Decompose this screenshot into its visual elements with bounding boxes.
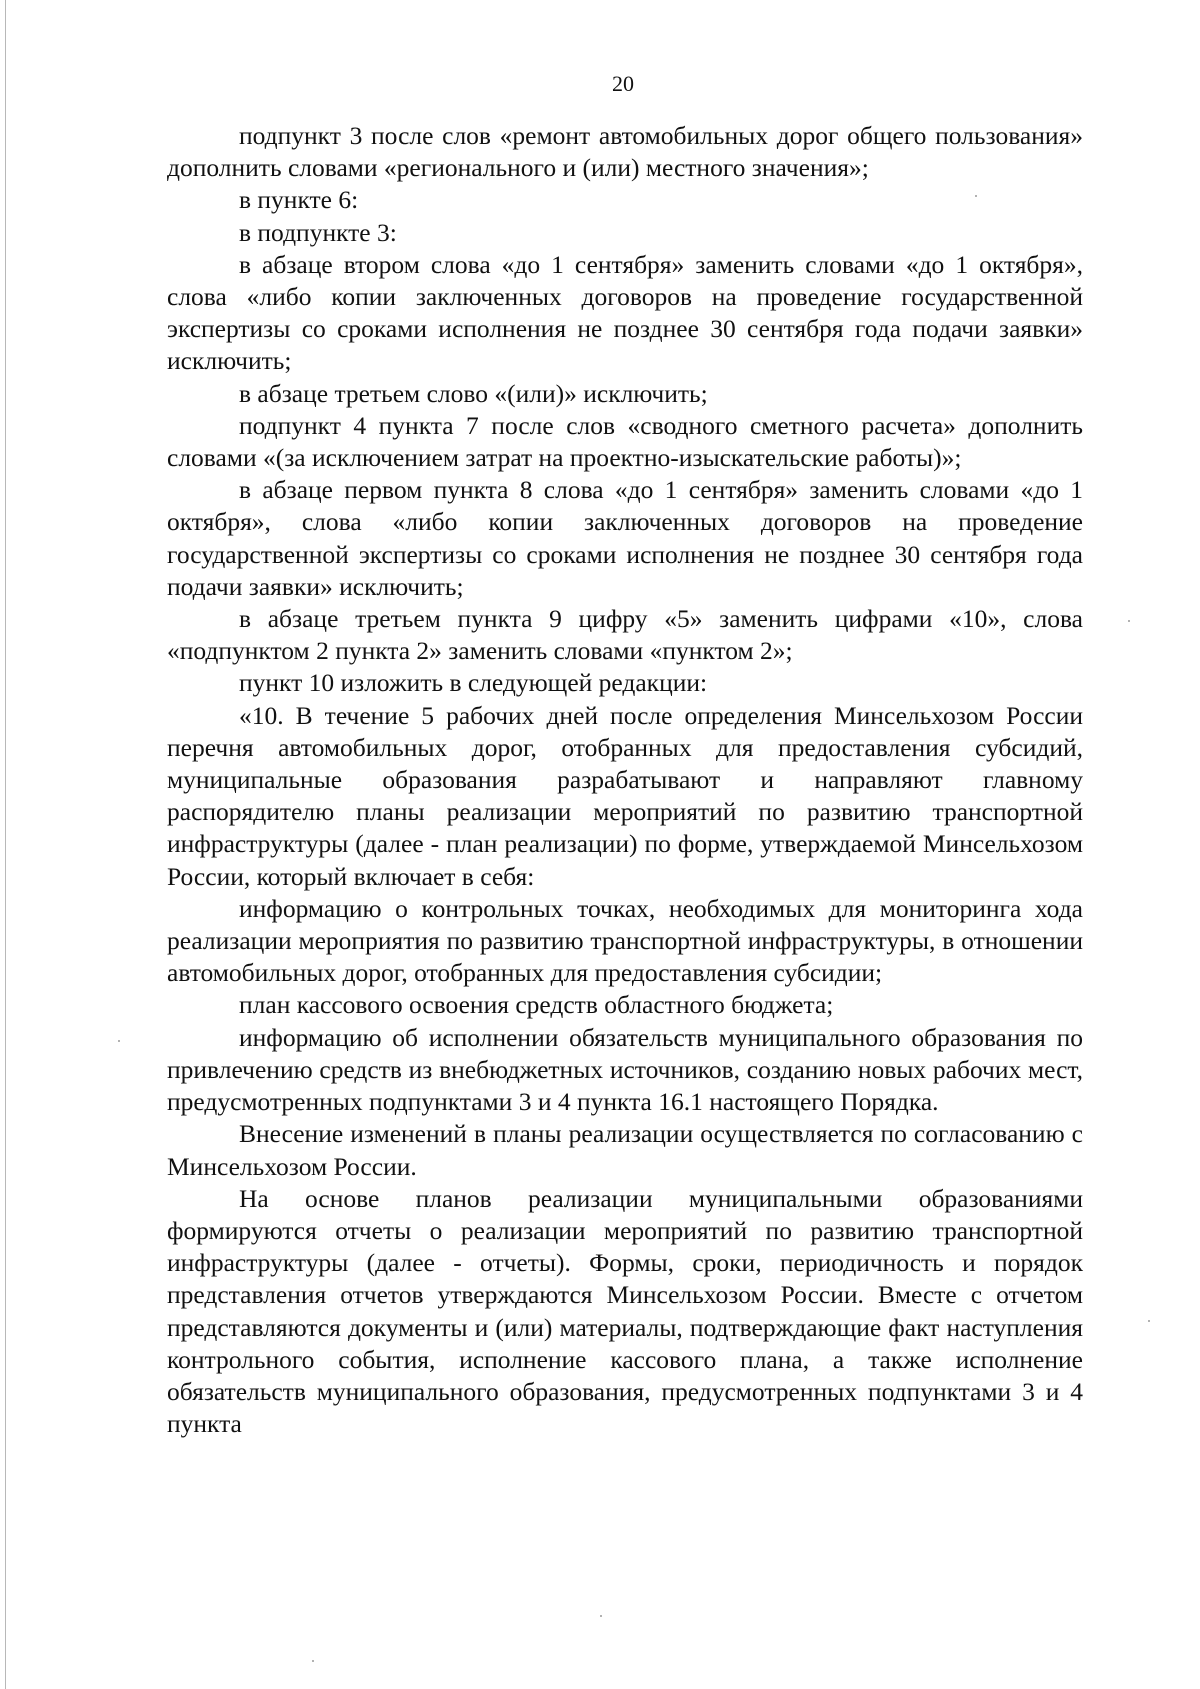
scan-speck (118, 1040, 120, 1042)
paragraph: в абзаце третьем слово «(или)» исключить; (239, 378, 708, 408)
paragraph: информацию о контрольных точках, необходимых для мониторинга хода реализации мероприятия по развитию транспортной инфраструктуры, в отношении автомобильных дорог, отобранных для предоставления субсидии; (167, 893, 1083, 988)
scan-speck (600, 1615, 602, 1617)
paragraph: в абзаце втором слова «до 1 сентября» заменить словами «до 1 октября», слова «либо копии заключенных договоров на проведение государственной экспертизы со сроками исполнения не позднее 30 сентября года подачи заявки» исключить; (167, 249, 1083, 376)
paragraph: На основе планов реализации муниципальными образованиями формируются отчеты о реализации мероприятий по развитию транспортной инфраструктуры (далее - отчеты). Формы, сроки, периодичность и порядок представления отчетов утверждаются Минсельхозом России. Вместе с отчетом представляются документы и (или) материалы, подтверждающие факт наступления контрольного события, исполнение кассового плана, а также исполнение обязательств муниципального образования, предусмотренных подпунктами 3 и 4 пункта (167, 1183, 1083, 1439)
page-number: 20 (612, 71, 634, 96)
paragraph: в пункте 6: (239, 185, 359, 215)
scan-edge-line (5, 0, 6, 1689)
paragraph: в подпункте 3: (239, 217, 397, 247)
paragraph: план кассового освоения средств областного бюджета; (239, 990, 834, 1020)
paragraph: пункт 10 изложить в следующей редакции: (239, 668, 708, 698)
paragraph: подпункт 4 пункта 7 после слов «сводного сметного расчета» дополнить словами «(за исключением затрат на проектно-изыскательские работы)»; (167, 410, 1083, 473)
scan-speck (1128, 620, 1130, 622)
paragraph: «10. В течение 5 рабочих дней после определения Минсельхозом России перечня автомобильных дорог, отобранных для предоставления субсидий, муниципальные образования разрабатывают и направляют главному распорядителю планы реализации мероприятий по развитию транспортной инфраструктуры (далее - план реализации) по форме, утверждаемой Минсельхозом России, который включает в себя: (167, 700, 1083, 891)
scan-speck (975, 195, 977, 197)
paragraph: в абзаце третьем пункта 9 цифру «5» заменить цифрами «10», слова «подпунктом 2 пункта 2» заменить словами «пунктом 2»; (167, 604, 1083, 666)
document-body (167, 120, 1083, 1440)
paragraph: в абзаце первом пункта 8 слова «до 1 сентября» заменить словами «до 1 октября», слова «либо копии заключенных договоров на проведение государственной экспертизы со сроками исполнения не позднее 30 сентября года подачи заявки» исключить; (167, 475, 1083, 601)
scan-speck (312, 1660, 314, 1662)
scan-speck (1148, 1320, 1150, 1322)
paragraph: Внесение изменений в планы реализации осуществляется по согласованию с Минсельхозом России. (167, 1119, 1083, 1181)
paragraph: подпункт 3 после слов «ремонт автомобильных дорог общего пользования» дополнить словами «регионального и (или) местного значения»; (167, 121, 1083, 183)
paragraph: информацию об исполнении обязательств муниципального образования по привлечению средств из внебюджетных источников, созданию новых рабочих мест, предусмотренных подпунктами 3 и 4 пункта 16.1 настоящего Порядка. (167, 1022, 1083, 1117)
